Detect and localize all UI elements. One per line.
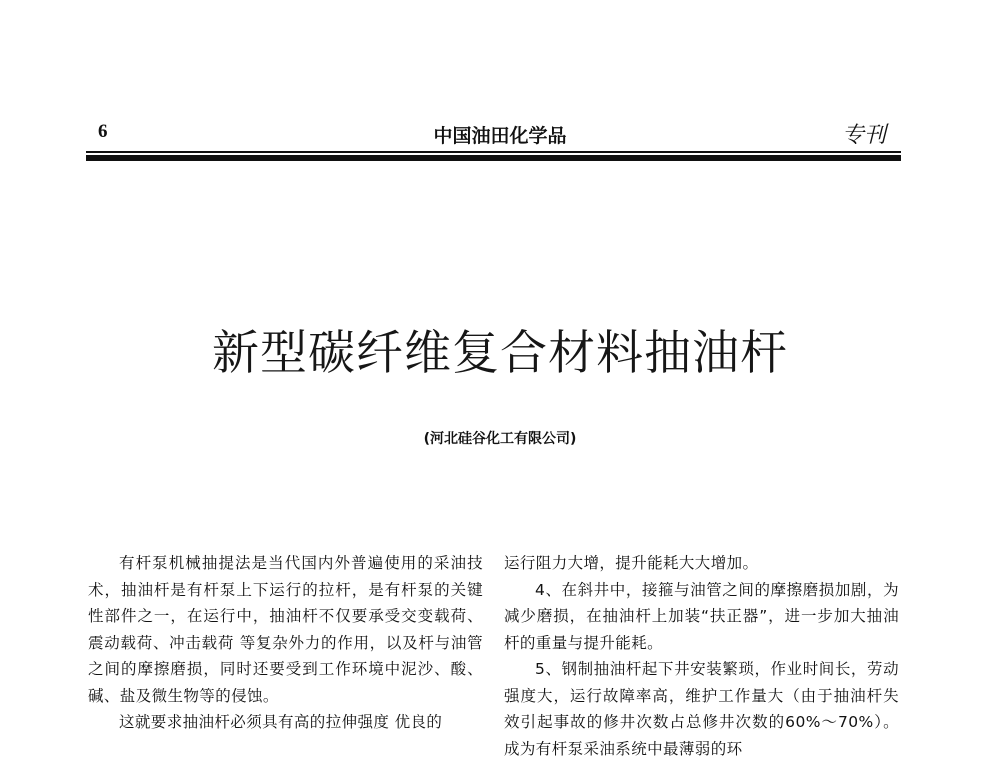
body-column-left xyxy=(88,550,483,736)
journal-name: 中国油田化学品 xyxy=(433,125,567,147)
right-paragraph-3: 5、钢制抽油杆起下井安装繁琐，作业时间长，劳动强度大，运行故障率高，维护工作量大（由于抽油杆失效引起事故的修井次数占总修井次数的60%～70%）。成为有杆泵采油系统中最薄弱的环 xyxy=(504,660,899,758)
article-title: 新型碳纤维复合材料抽油杆 xyxy=(212,326,788,381)
left-paragraph-1: 有杆泵机械抽提法是当代国内外普遍使用的采油技术，抽油杆是有杆泵上下运行的拉杆，是有杆泵的关键性部件之一，在运行中，抽油杆不仅要承受交变载荷、震动载荷、冲击载荷 等复杂外力的作用，以及杆与油管之间的摩擦磨损，同时还要受到工作环境中泥沙、酸、碱、盐及微生物等的侵蚀。 xyxy=(88,554,483,705)
left-paragraph-2: 这就要求抽油杆必须具有高的拉伸强度 优良的 xyxy=(119,713,443,731)
right-paragraph-2: 4、在斜井中，接箍与油管之间的摩擦磨损加剧，为减少磨损，在抽油杆上加装“扶正器”，进一步加大抽油杆的重量与提升能耗。 xyxy=(504,580,899,652)
header-rule-thick xyxy=(86,155,901,161)
right-paragraph-1: 运行阻力大增，提升能耗大大增加。 xyxy=(504,554,759,572)
issue-label: 专刊 xyxy=(842,123,887,148)
page-number: 6 xyxy=(98,121,108,142)
author-affiliation: (河北硅谷化工有限公司) xyxy=(423,431,577,447)
body-column-right xyxy=(504,550,899,762)
header-rule-thin xyxy=(86,151,901,153)
